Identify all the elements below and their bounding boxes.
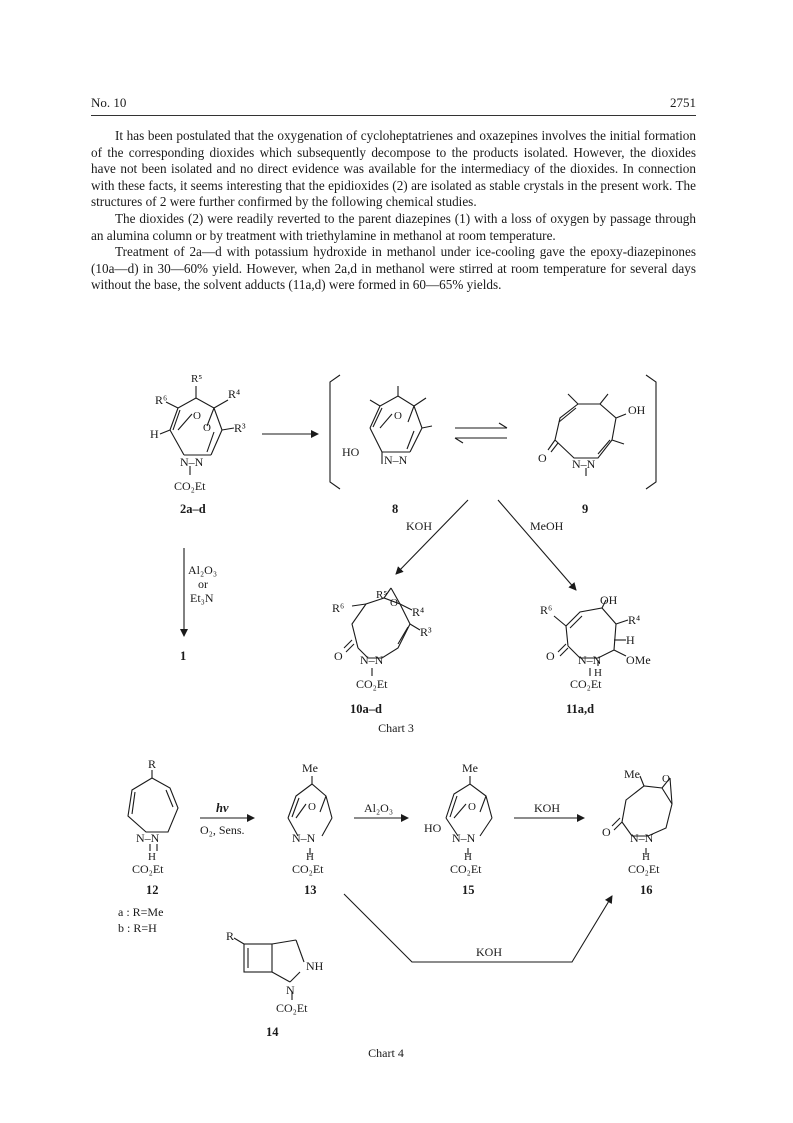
label-nn-2: N–N — [180, 455, 204, 469]
label-o-13: O — [308, 801, 316, 813]
label-r3-10: R³ — [420, 625, 432, 639]
label-oh-11: OH — [600, 593, 618, 607]
bracket-right — [646, 375, 656, 489]
label-r4: R⁴ — [228, 387, 241, 401]
reagent-meoh: MeOH — [530, 519, 564, 533]
bracket-left — [330, 375, 340, 489]
label-ocarbonyl-10: O — [334, 649, 343, 663]
reagent-o2-sens: O₂, Sens. — [200, 823, 245, 837]
label-me-13: Me — [302, 761, 318, 775]
label-o-10: O — [390, 597, 398, 609]
label-co2et-16: CO₂Et — [628, 862, 660, 876]
label-nn-16: N–N — [630, 831, 654, 845]
label-h-13: H — [306, 851, 314, 863]
label-n-14: N — [286, 983, 295, 997]
label-o-epox-16: O — [662, 773, 670, 785]
label-co2et-11: CO₂Et — [570, 677, 602, 691]
compound-13: 13 — [304, 883, 317, 897]
label-nn-15: N–N — [452, 831, 476, 845]
label-oh-9: OH — [628, 403, 646, 417]
label-nn-13: N–N — [292, 831, 316, 845]
chart-4-caption: Chart 4 — [368, 1046, 404, 1060]
label-r3: R³ — [234, 421, 246, 435]
arrow-koh-to-10 — [396, 500, 468, 574]
label-me-16: Me — [624, 767, 640, 781]
label-co2et-12: CO₂Et — [132, 862, 164, 876]
label-r6: R⁶ — [155, 393, 168, 407]
compound-10: 10a–d — [350, 702, 382, 716]
label-co2et-10: CO₂Et — [356, 677, 388, 691]
label-r5: R⁵ — [191, 373, 203, 385]
label-r-12: R — [148, 757, 157, 771]
compound-11: 11a,d — [566, 702, 595, 716]
label-o-8: O — [394, 410, 402, 422]
label-r6-10: R⁶ — [332, 601, 345, 615]
paragraph-1: It has been postulated that the oxygenation of cycloheptatrienes and oxazepines involves the initial formation of the corresponding dioxides which subsequently decompose to the products isolated. However, the dioxides have not been isolated and no direct evidence was available for the intermediacy of the dioxides. In connection with these facts, it seems interesting that the epidioxides (2) are isolated as stable crystals in the present work. The structures of 2 were further confirmed by the following chemical studies. — [91, 128, 696, 210]
label-o-9: O — [538, 451, 547, 465]
label-ho-15: HO — [424, 821, 442, 835]
reagent-al2o3-4: Al₂O₃ — [364, 801, 394, 815]
label-co2et-15: CO₂Et — [450, 862, 482, 876]
reagent-al2o3: Al₂O₃ — [188, 563, 218, 577]
label-h-11: H — [626, 633, 635, 647]
label-nn-12: N–N — [136, 831, 160, 845]
label-nn-10: N–N — [360, 653, 384, 667]
reagent-hv: hν — [216, 801, 229, 815]
label-me-15: Me — [462, 761, 478, 775]
compound-12: 12 — [146, 883, 159, 897]
label-h-16: H — [642, 851, 650, 863]
label-r-14: R — [226, 929, 235, 943]
reagent-koh-4a: KOH — [534, 801, 560, 815]
compound-2: 2a–d — [180, 502, 206, 516]
legend-a: a : R=Me — [118, 905, 164, 919]
label-nn-8: N–N — [384, 453, 408, 467]
reagent-et3n: Et₃N — [190, 591, 214, 605]
label-o-15: O — [468, 801, 476, 813]
compound-15: 15 — [462, 883, 475, 897]
label-nh-11: H — [594, 667, 602, 679]
label-r4-10: R⁴ — [412, 605, 425, 619]
compound-8: 8 — [392, 502, 399, 516]
paragraph-3: Treatment of 2a—d with potassium hydroxide in methanol under ice-cooling gave the epoxy-diazepinones (10a—d) in 30—60% yield. However, when 2a,d in methanol were stirred at room temperature for several days without the base, the solvent adducts (11a,d) were formed in 60—65% yields. — [91, 244, 696, 293]
label-co2et-2: CO₂Et — [174, 479, 206, 493]
arrow-meoh-to-11 — [498, 500, 576, 590]
paragraph-2: The dioxides (2) were readily reverted to the parent diazepines (1) with a loss of oxygen by passage through an alumina column or by treatment with triethylamine in methanol at room temperature. — [91, 210, 696, 243]
label-o2: O — [203, 422, 211, 434]
label-nn-9: N–N — [572, 457, 596, 471]
chart-3-caption: Chart 3 — [378, 721, 414, 735]
reagent-or: or — [198, 577, 208, 591]
label-r5-10: R⁵ — [376, 589, 388, 601]
label-h: H — [150, 427, 159, 441]
reagent-koh-4b: KOH — [476, 945, 502, 959]
label-h-15: H — [464, 851, 472, 863]
label-r6-11: R⁶ — [540, 603, 553, 617]
compound-16: 16 — [640, 883, 653, 897]
label-co2et-14: CO₂Et — [276, 1001, 308, 1015]
label-o-11: O — [546, 649, 555, 663]
label-co2et-13: CO₂Et — [292, 862, 324, 876]
label-o-16: O — [602, 825, 611, 839]
label-ho-8: HO — [342, 445, 360, 459]
label-nh-14: NH — [306, 959, 324, 973]
label-h-12: H — [148, 851, 156, 863]
page-number: 2751 — [670, 95, 696, 110]
legend-b: b : R=H — [118, 921, 157, 935]
compound-14: 14 — [266, 1025, 279, 1039]
label-ome-11: OMe — [626, 653, 651, 667]
reagent-koh: KOH — [406, 519, 432, 533]
journal-number: No. 10 — [91, 95, 127, 110]
label-nn-11: N–N — [578, 653, 602, 667]
compound-9: 9 — [582, 502, 589, 516]
label-o1: O — [193, 410, 201, 422]
label-r4-11: R⁴ — [628, 613, 641, 627]
compound-1: 1 — [180, 649, 187, 663]
